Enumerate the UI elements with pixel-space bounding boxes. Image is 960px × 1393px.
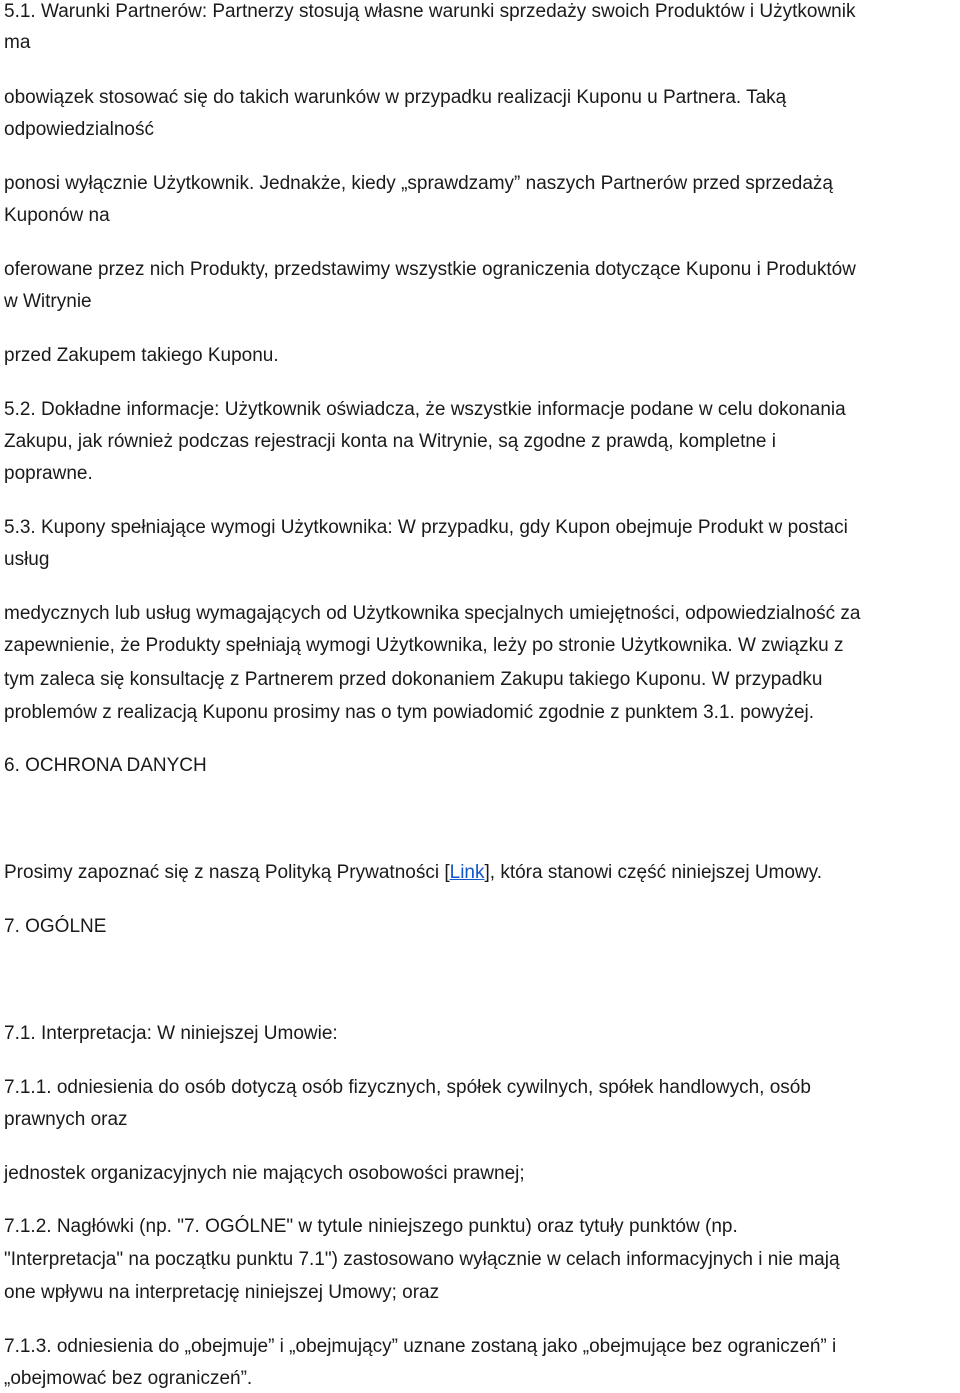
text-line: 7.1. Interpretacja: W niniejszej Umowie:	[4, 1023, 338, 1044]
text-line: w Witrynie	[4, 291, 92, 312]
text-line: zapewnienie, że Produkty spełniają wymogi Użytkownika, leży po stronie Użytkownika. W związku z	[4, 635, 844, 656]
text-line: przed Zakupem takiego Kuponu.	[4, 345, 279, 366]
text-line: jednostek organizacyjnych nie mających osobowości prawnej;	[4, 1163, 525, 1184]
text-line: odpowiedzialność	[4, 119, 154, 140]
text-line: usług	[4, 549, 50, 570]
text-line: 7.1.2. Nagłówki (np. "7. OGÓLNE" w tytule niniejszego punktu) oraz tytuły punktów (np.	[4, 1216, 738, 1237]
section-heading: 6. OCHRONA DANYCH	[4, 755, 207, 776]
text-line: "Interpretacja" na początku punktu 7.1") zastosowano wyłącznie w celach informacyjnych i nie mają	[4, 1249, 840, 1270]
text-line: oferowane przez nich Produkty, przedstawimy wszystkie ograniczenia dotyczące Kuponu i Produktów	[4, 259, 856, 280]
privacy-text-before: Prosimy zapoznać się z naszą Polityką Prywatności [	[4, 862, 450, 883]
privacy-policy-link[interactable]: Link	[449, 862, 485, 883]
text-line: obowiązek stosować się do takich warunków w przypadku realizacji Kuponu u Partnera. Taką	[4, 87, 787, 108]
text-line: 5.1. Warunki Partnerów: Partnerzy stosują własne warunki sprzedaży swoich Produktów i Użytkownik	[4, 1, 856, 22]
privacy-text-after: ], która stanowi część niniejszej Umowy.	[484, 862, 823, 883]
text-line: problemów z realizacją Kuponu prosimy nas o tym powiadomić zgodnie z punktem 3.1. powyżej.	[4, 702, 815, 723]
text-line: 7.1.3. odniesienia do „obejmuje” i „obejmujący” uznane zostaną jako „obejmujące bez ograniczeń” i	[4, 1336, 837, 1357]
text-line: tym zaleca się konsultację z Partnerem przed dokonaniem Zakupu takiego Kuponu. W przypadku	[4, 669, 823, 690]
text-line: 5.3. Kupony spełniające wymogi Użytkownika: W przypadku, gdy Kupon obejmuje Produkt w postaci	[4, 517, 848, 538]
text-line: medycznych lub usług wymagających od Użytkownika specjalnych umiejętności, odpowiedzialność za	[4, 603, 861, 624]
privacy-paragraph	[4, 861, 960, 885]
text-line: ma	[4, 32, 31, 53]
text-line: prawnych oraz	[4, 1109, 128, 1130]
text-line: one wpływu na interpretację niniejszej Umowy; oraz	[4, 1282, 440, 1303]
text-line: ponosi wyłącznie Użytkownik. Jednakże, kiedy „sprawdzamy” naszych Partnerów przed sprzedażą	[4, 173, 833, 194]
text-line: 5.2. Dokładne informacje: Użytkownik oświadcza, że wszystkie informacje podane w celu dokonania	[4, 399, 846, 420]
text-line: Kuponów na	[4, 205, 110, 226]
text-line: Zakupu, jak również podczas rejestracji konta na Witrynie, są zgodne z prawdą, kompletne i	[4, 431, 776, 452]
text-line: 7.1.1. odniesienia do osób dotyczą osób fizycznych, spółek cywilnych, spółek handlowych, osób	[4, 1077, 811, 1098]
section-heading: 7. OGÓLNE	[4, 916, 107, 937]
text-line: poprawne.	[4, 463, 93, 484]
text-line: „obejmować bez ograniczeń”.	[4, 1368, 253, 1389]
